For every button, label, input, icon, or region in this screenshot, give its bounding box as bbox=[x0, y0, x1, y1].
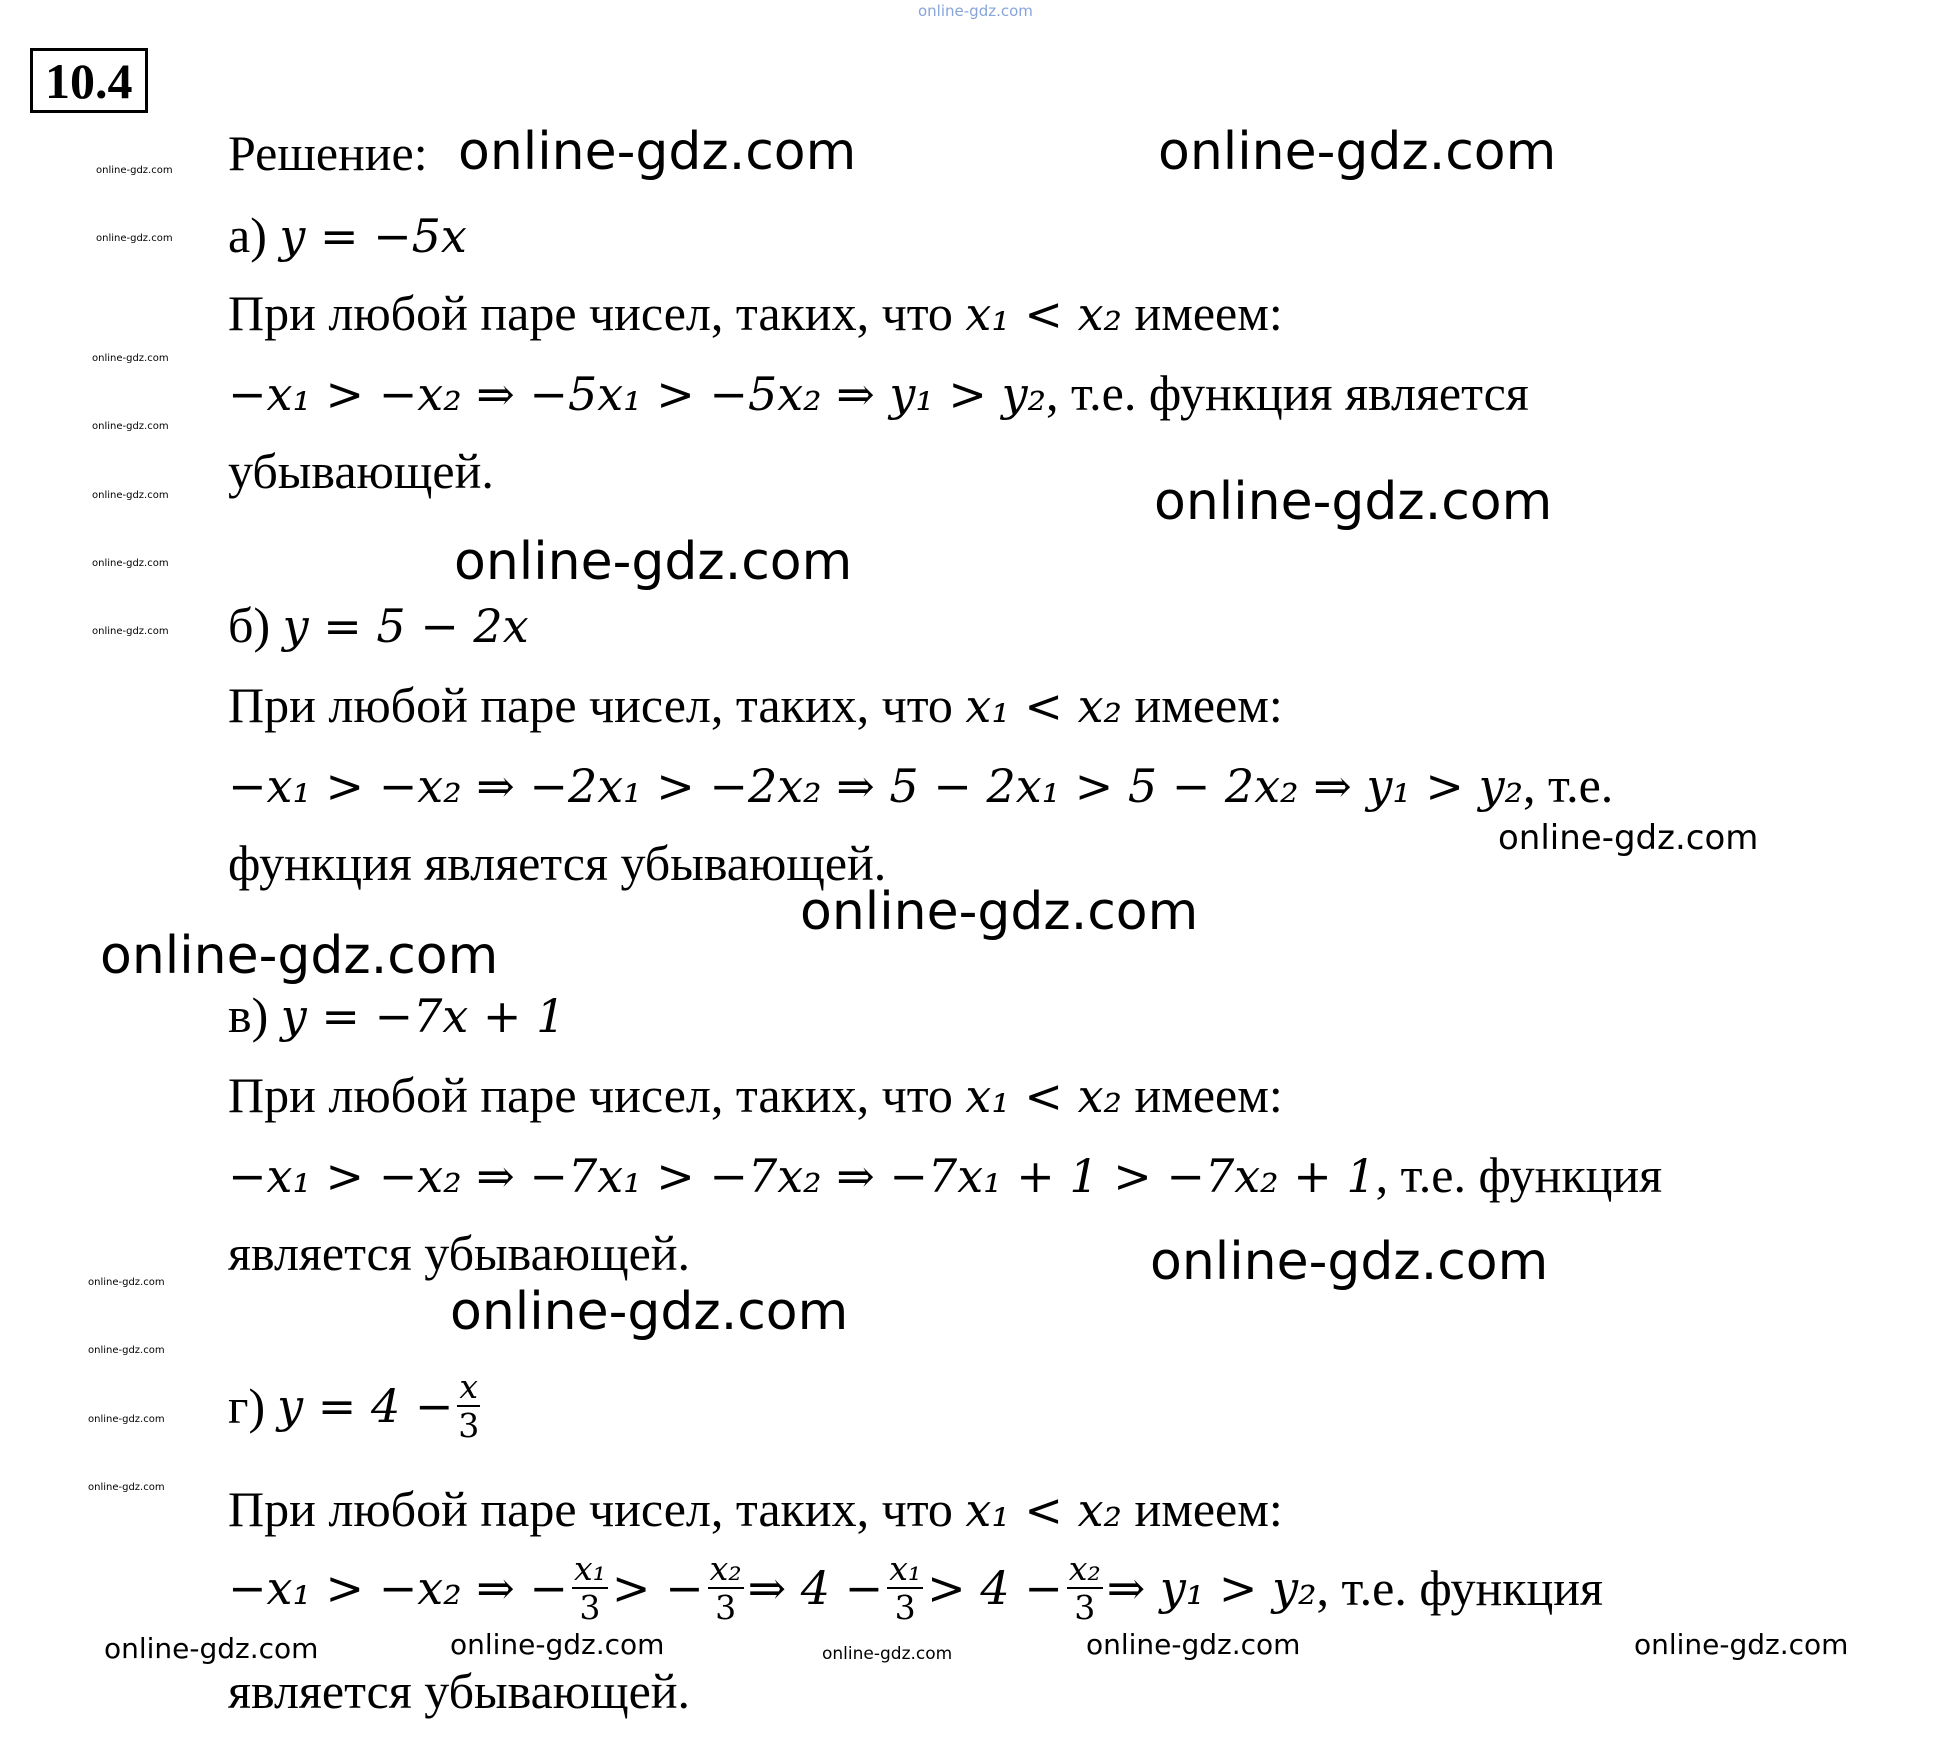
premise-math: x₁ < x₂ bbox=[965, 1483, 1122, 1537]
part-b-heading bbox=[228, 597, 529, 653]
part-d-conclusion: является убывающей. bbox=[228, 1663, 691, 1719]
fraction-numerator: x₂ bbox=[709, 1549, 742, 1588]
side-watermark: online-gdz.com bbox=[88, 1345, 165, 1356]
part-c-premise bbox=[228, 1067, 1283, 1123]
watermark: online-gdz.com bbox=[800, 882, 1199, 942]
watermark: online-gdz.com bbox=[822, 1644, 953, 1664]
side-watermark: online-gdz.com bbox=[92, 558, 169, 569]
premise-text: При любой паре чисел, таких, что bbox=[228, 677, 953, 733]
fraction bbox=[572, 1549, 608, 1628]
premise-end: имеем: bbox=[1134, 285, 1283, 341]
premise-math: x₁ < x₂ bbox=[965, 1069, 1122, 1123]
part-c-heading bbox=[228, 987, 566, 1043]
part-c-formula: y = −7x + 1 bbox=[280, 989, 566, 1043]
watermark: online-gdz.com bbox=[458, 122, 857, 182]
premise-math: x₁ < x₂ bbox=[965, 287, 1122, 341]
premise-math: x₁ < x₂ bbox=[965, 679, 1122, 733]
fraction-denominator: 3 bbox=[579, 1588, 601, 1628]
conclusion-inline: , т.е. функция bbox=[1375, 1147, 1663, 1203]
part-d-label: г) bbox=[228, 1378, 266, 1435]
side-watermark: online-gdz.com bbox=[96, 165, 173, 176]
fraction-numerator: x bbox=[459, 1367, 479, 1406]
part-b-label: б) bbox=[228, 597, 271, 653]
fraction bbox=[708, 1549, 744, 1628]
watermark: online-gdz.com bbox=[1150, 1232, 1549, 1292]
premise-text: При любой паре чисел, таких, что bbox=[228, 1067, 953, 1123]
part-d-formula-lhs: y = 4 − bbox=[277, 1379, 454, 1434]
part-d-chain bbox=[228, 1549, 1604, 1628]
part-d-fraction bbox=[457, 1367, 480, 1446]
side-watermark: online-gdz.com bbox=[88, 1414, 165, 1425]
part-d-premise bbox=[228, 1481, 1283, 1537]
watermark: online-gdz.com bbox=[450, 1628, 665, 1661]
chain-math: −x₁ > −x₂ ⇒ −7x₁ > −7x₂ ⇒ −7x₁ + 1 > −7x₂ + 1 bbox=[228, 1149, 1376, 1203]
part-c-conclusion: является убывающей. bbox=[228, 1225, 691, 1281]
chain-mid: ⇒ 4 − bbox=[747, 1561, 884, 1616]
watermark: online-gdz.com bbox=[454, 532, 853, 592]
premise-text: При любой паре чисел, таких, что bbox=[228, 1481, 953, 1537]
chain-end: ⇒ y₁ > y₂ bbox=[1106, 1561, 1317, 1616]
side-watermark: online-gdz.com bbox=[92, 353, 169, 364]
side-watermark: online-gdz.com bbox=[88, 1277, 165, 1288]
part-a-label: а) bbox=[228, 207, 267, 263]
part-d-heading bbox=[228, 1367, 484, 1446]
problem-number: 10.4 bbox=[30, 48, 148, 113]
top-watermark: online-gdz.com bbox=[918, 2, 1033, 20]
part-a-conclusion: убывающей. bbox=[228, 443, 494, 499]
part-b-conclusion: функция является убывающей. bbox=[228, 835, 887, 891]
chain-math: −x₁ > −x₂ ⇒ −5x₁ > −5x₂ ⇒ y₁ > y₂ bbox=[228, 367, 1047, 421]
fraction-denominator: 3 bbox=[1074, 1588, 1096, 1628]
chain-mid: > 4 − bbox=[927, 1561, 1063, 1616]
conclusion-inline: , т.е. функция является bbox=[1046, 365, 1529, 421]
part-c-chain bbox=[228, 1147, 1663, 1203]
fraction bbox=[1067, 1549, 1103, 1628]
fraction-denominator: 3 bbox=[458, 1406, 480, 1446]
watermark: online-gdz.com bbox=[1634, 1628, 1849, 1661]
chain-start: −x₁ > −x₂ ⇒ − bbox=[228, 1561, 568, 1616]
watermark: online-gdz.com bbox=[1154, 472, 1553, 532]
watermark: online-gdz.com bbox=[1086, 1628, 1301, 1661]
chain-math: −x₁ > −x₂ ⇒ −2x₁ > −2x₂ ⇒ 5 − 2x₁ > 5 − 2x₂ ⇒ y₁ > y₂ bbox=[228, 759, 1524, 813]
watermark: online-gdz.com bbox=[1158, 122, 1557, 182]
watermark: online-gdz.com bbox=[450, 1282, 849, 1342]
chain-mid: > − bbox=[611, 1561, 704, 1616]
side-watermark: online-gdz.com bbox=[96, 233, 173, 244]
watermark: online-gdz.com bbox=[1498, 818, 1759, 858]
part-b-premise bbox=[228, 677, 1283, 733]
watermark: online-gdz.com bbox=[100, 926, 499, 986]
conclusion-inline: , т.е. bbox=[1523, 757, 1614, 813]
watermark: online-gdz.com bbox=[104, 1632, 319, 1665]
part-a-heading bbox=[228, 207, 467, 263]
part-a-chain bbox=[228, 365, 1529, 421]
fraction-numerator: x₁ bbox=[573, 1549, 606, 1588]
premise-text: При любой паре чисел, таких, что bbox=[228, 285, 953, 341]
solution-label: Решение: bbox=[228, 125, 428, 181]
premise-end: имеем: bbox=[1134, 1481, 1283, 1537]
part-a-premise bbox=[228, 285, 1283, 341]
conclusion-inline: , т.е. функция bbox=[1316, 1560, 1604, 1617]
part-b-chain bbox=[228, 757, 1614, 813]
premise-end: имеем: bbox=[1134, 677, 1283, 733]
fraction-numerator: x₁ bbox=[889, 1549, 922, 1588]
fraction-denominator: 3 bbox=[715, 1588, 737, 1628]
part-c-label: в) bbox=[228, 987, 269, 1043]
fraction bbox=[887, 1549, 923, 1628]
part-a-formula: y = −5x bbox=[279, 209, 467, 263]
fraction-numerator: x₂ bbox=[1068, 1549, 1101, 1588]
part-b-formula: y = 5 − 2x bbox=[282, 599, 529, 653]
side-watermark: online-gdz.com bbox=[92, 421, 169, 432]
premise-end: имеем: bbox=[1134, 1067, 1283, 1123]
side-watermark: online-gdz.com bbox=[92, 490, 169, 501]
fraction-denominator: 3 bbox=[894, 1588, 916, 1628]
side-watermark: online-gdz.com bbox=[92, 626, 169, 637]
side-watermark: online-gdz.com bbox=[88, 1482, 165, 1493]
